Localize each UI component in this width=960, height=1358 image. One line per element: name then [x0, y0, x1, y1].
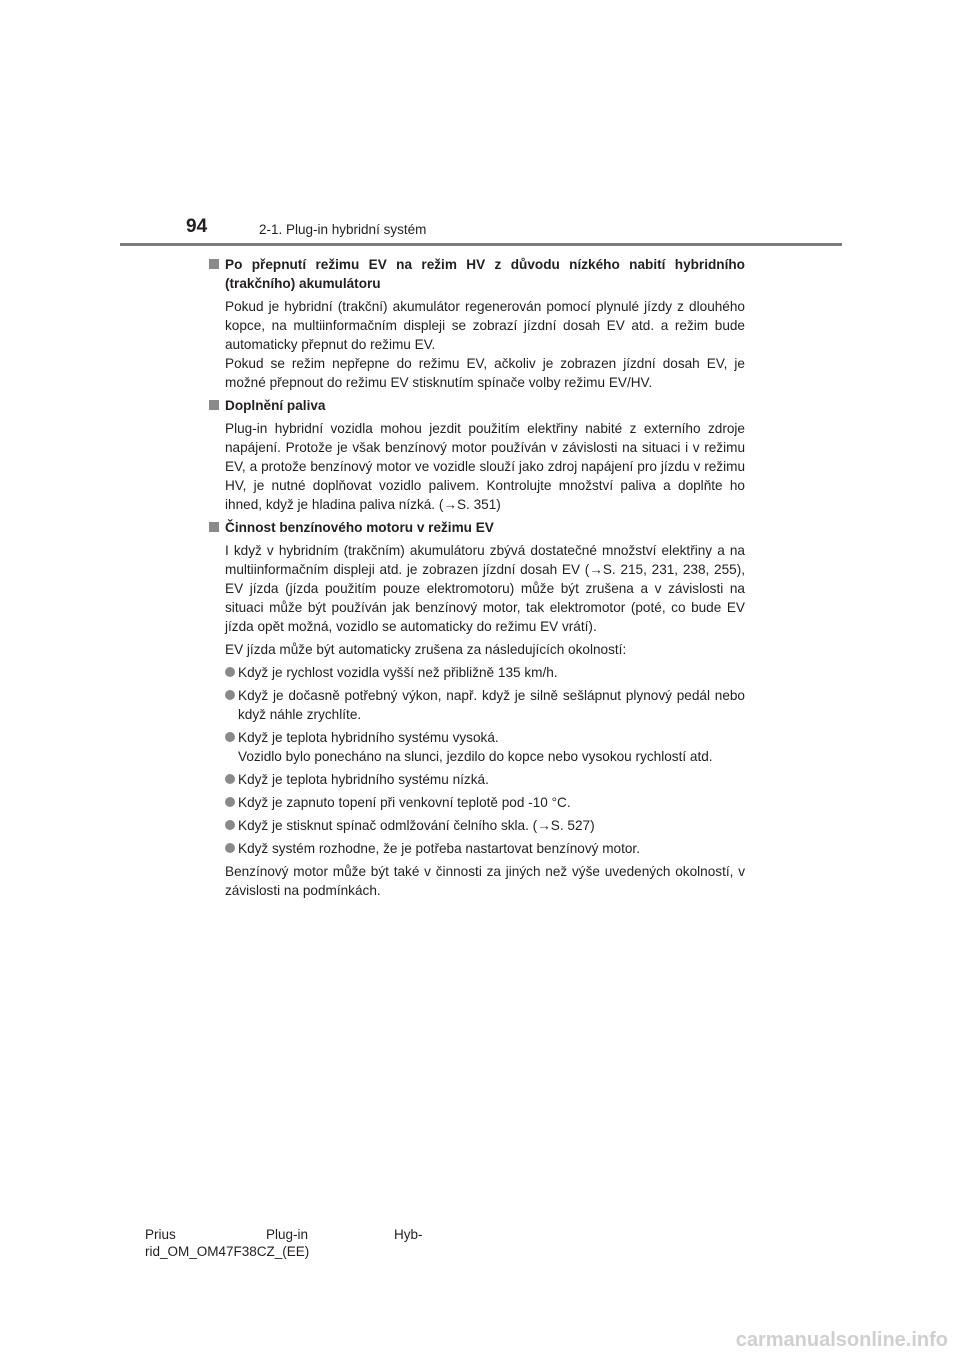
- header-rule: [120, 243, 842, 246]
- list-item-text: Když je rychlost vozidla vyšší než přibližně 135 km/h.: [238, 665, 558, 680]
- footer: [145, 1226, 423, 1260]
- list-item: [209, 839, 745, 858]
- paragraph: Pokud se režim nepřepne do režimu EV, ačkoliv je zobrazen jízdní dosah EV, je možné přepnout do režimu EV stisknutím spínače volby režimu EV/HV.: [225, 356, 745, 390]
- footer-text: Plug-in: [266, 1227, 309, 1242]
- section-refueling: [209, 396, 745, 514]
- square-bullet-icon: [209, 259, 219, 269]
- content: [209, 255, 745, 904]
- watermark: carmanualsonline.info: [735, 1329, 948, 1351]
- page-number: 94: [186, 216, 208, 237]
- paragraph: EV jízda může být automaticky zrušena za následujících okolností:: [225, 642, 627, 657]
- list-item: [209, 686, 745, 724]
- list-item-text: Když je zapnuto topení při venkovní teplotě pod -10 °C.: [238, 795, 571, 810]
- list-item-text: Když systém rozhodne, že je potřeba nastartovat benzínový motor.: [238, 841, 640, 856]
- footer-text: Prius: [145, 1227, 176, 1242]
- heading-text: Doplnění paliva: [225, 398, 326, 413]
- list-item-text: Když je dočasně potřebný výkon, např. když je silně sešlápnut plynový pedál nebo když náhle zrychlíte.: [238, 688, 745, 722]
- section-heading: [209, 255, 745, 293]
- heading-text: Činnost benzínového motoru v režimu EV: [225, 520, 494, 535]
- list-item: [209, 770, 745, 789]
- list-item: [209, 793, 745, 812]
- section-engine-in-ev: [209, 518, 745, 900]
- footer-line: rid_OM_OM47F38CZ_(EE): [145, 1244, 310, 1259]
- round-bullet-icon: [225, 732, 235, 742]
- square-bullet-icon: [209, 522, 219, 532]
- list-item: [209, 816, 745, 835]
- footer-line: [145, 1226, 423, 1243]
- paragraph: Benzínový motor může být také v činnosti za jiných než výše uvedených okolností, v závislosti na podmínkách.: [225, 864, 745, 898]
- list-item-text: Vozidlo bylo ponecháno na slunci, jezdilo do kopce nebo vysokou rychlostí atd.: [238, 749, 713, 764]
- round-bullet-icon: [225, 690, 235, 700]
- section-title: 2-1. Plug-in hybridní systém: [259, 222, 427, 237]
- square-bullet-icon: [209, 400, 219, 410]
- section-heading: [209, 518, 745, 537]
- paragraph: I když v hybridním (trakčním) akumulátoru zbývá dostatečné množství elektřiny a na multiinformačním displeji atd. je zobrazen jízdní dosah EV (→S. 215, 231, 238, 255), EV jízda (jízda použitím pouze elektromotoru) může být zrušena a v závislosti na situaci může být používán jak benzínový motor, tak elektromotor (poté, co bude EV jízda opět možná, vozidlo se automaticky do režimu EV vrátí).: [225, 543, 745, 634]
- round-bullet-icon: [225, 797, 235, 807]
- list-item-text: Když je stisknut spínač odmlžování čelního skla. (→S. 527): [238, 818, 595, 833]
- section-heading: [209, 396, 745, 415]
- list-item: [209, 728, 745, 766]
- round-bullet-icon: [225, 774, 235, 784]
- round-bullet-icon: [225, 667, 235, 677]
- heading-text: Po přepnutí režimu EV na režim HV z důvodu nízkého nabití hybridního (trakčního) akumulátoru: [225, 257, 745, 291]
- round-bullet-icon: [225, 820, 235, 830]
- paragraph: Pokud je hybridní (trakční) akumulátor regenerován pomocí plynulé jízdy z dlouhého kopce, na multiinformačním displeji se zobrazí jízdní dosah EV atd. a režim bude automaticky přepnut do režimu EV.: [225, 299, 745, 352]
- list-item-text: Když je teplota hybridního systému vysoká.: [238, 730, 499, 745]
- section-ev-to-hv: [209, 255, 745, 392]
- list-item-text: Když je teplota hybridního systému nízká.: [238, 772, 489, 787]
- paragraph: Plug-in hybridní vozidla mohou jezdit použitím elektřiny nabité z externího zdroje napájení. Protože je však benzínový motor používán v závislosti na situaci i v režimu EV, a protože benzínový motor ve vozidle slouží jako zdroj napájení pro jízdu v režimu HV, je nutné doplňovat vozidlo palivem. Kontrolujte množství paliva a doplňte ho ihned, když je hladina paliva nízká. (→S. 351): [225, 421, 745, 512]
- list-item: [209, 663, 745, 682]
- footer-text: Hyb-: [394, 1227, 423, 1242]
- round-bullet-icon: [225, 843, 235, 853]
